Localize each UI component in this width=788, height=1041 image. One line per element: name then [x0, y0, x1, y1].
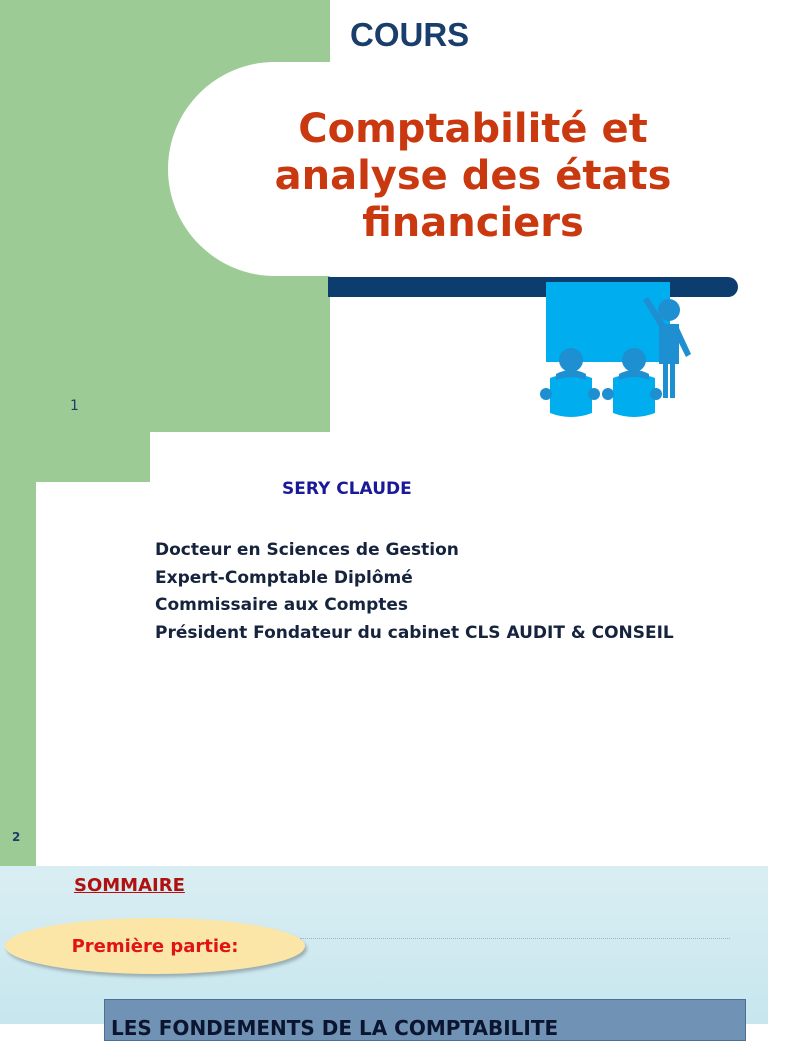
- course-title: Comptabilité et analyse des états financiers: [274, 106, 672, 246]
- slide-3: [0, 866, 768, 1040]
- credential-item: Expert-Comptable Diplômé: [155, 567, 413, 588]
- part-label: Première partie:: [71, 935, 239, 957]
- credential-item: Président Fondateur du cabinet CLS AUDIT & CONSEIL: [155, 622, 674, 643]
- part-label-oval: [5, 918, 305, 974]
- credential-item: Docteur en Sciences de Gestion: [155, 540, 459, 560]
- summary-heading: SOMMAIRE: [74, 875, 185, 896]
- green-left-band: [0, 432, 36, 866]
- student-right-hand-l: [602, 388, 614, 400]
- student-left-book: [550, 374, 592, 417]
- author-name: SERY CLAUDE: [282, 479, 412, 499]
- section-title-box: [104, 999, 746, 1041]
- page-number: 2: [12, 830, 21, 844]
- teacher-body: [659, 324, 679, 398]
- student-right-book: [613, 374, 655, 417]
- section-title: LES FONDEMENTS DE LA COMPTABILITE: [111, 1016, 559, 1040]
- slide-2: [0, 432, 768, 866]
- credentials-list: [155, 538, 715, 648]
- rounded-corner: [36, 482, 66, 512]
- student-left-head: [559, 348, 583, 372]
- credential-item: Commissaire aux Comptes: [155, 595, 409, 615]
- dotted-leader-line: [300, 938, 730, 939]
- student-left-hand-r: [588, 388, 600, 400]
- page-number: 1: [70, 398, 79, 414]
- slide-1: [0, 0, 768, 432]
- classroom-icon: [536, 280, 698, 422]
- student-right-head: [622, 348, 646, 372]
- student-right-hand-r: [650, 388, 662, 400]
- course-label: COURS: [350, 16, 470, 53]
- student-left-hand-l: [540, 388, 552, 400]
